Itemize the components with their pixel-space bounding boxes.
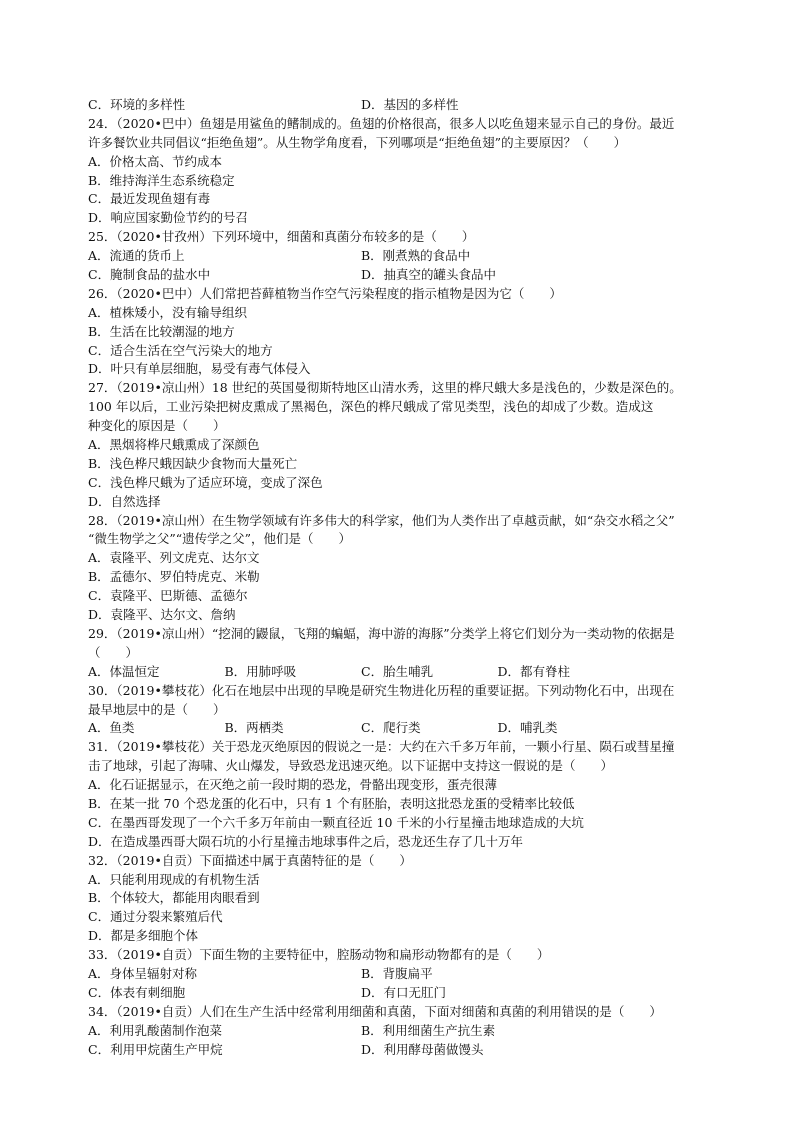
option: D．都是多细胞个体 [88, 928, 199, 944]
option: D．哺乳类 [497, 720, 558, 736]
option-row [88, 1041, 728, 1060]
question-34 [88, 1003, 728, 1060]
question-30 [88, 682, 728, 739]
option: D．自然选择 [88, 493, 161, 509]
question-stem: 34．（2019•自贡）人们在生产生活中经常利用细菌和真菌，下面对细菌和真菌的利用错误的是（ ） [88, 1003, 662, 1019]
question-27 [88, 379, 728, 511]
option: C．最近发现鱼翅有毒 [88, 191, 211, 207]
question-29 [88, 625, 728, 682]
option: B．生活在比较潮湿的地方 [88, 323, 235, 339]
option: B．刚煮熟的食品中 [361, 248, 471, 264]
question-stem: 100 年以后，工业污染把树皮熏成了黑褐色，深色的桦尺蛾成了常见类型，浅色的却成了少数。造成这 [88, 399, 654, 415]
option: D．利用酵母菌做馒头 [361, 1041, 484, 1057]
option: D．有口无肛门 [361, 984, 447, 1000]
option: A．流通的货币上 [88, 248, 185, 264]
option: D．基因的多样性 [361, 97, 459, 112]
option: B．在某一批 70 个恐龙蛋的化石中，只有 1 个有胚胎，表明这批恐龙蛋的受精率比较低 [88, 795, 575, 811]
question-stem: 25．（2020•甘孜州）下列环境中，细菌和真菌分布较多的是（ ） [88, 229, 475, 245]
question-stem: 击了地球，引起了海啸、火山爆发，导致恐龙迅速灭绝。以下证据中支持这一假说的是（ ） [88, 758, 614, 774]
question-26 [88, 285, 728, 379]
question-stem: （ ） [88, 644, 139, 660]
option: D．袁隆平、达尔文、詹纳 [88, 607, 236, 623]
option: C．通过分裂来繁殖后代 [88, 909, 223, 925]
option: C．环境的多样性 [88, 97, 186, 112]
option: C．适合生活在空气污染大的地方 [88, 342, 273, 358]
option: A．价格太高、节约成本 [88, 153, 223, 169]
option: A．体温恒定 [88, 663, 160, 679]
question-stem: 许多餐饮业共同倡议“拒绝鱼翅”。从生物学角度看，下列哪项是“拒绝鱼翅”的主要原因？（ ） [88, 134, 627, 150]
option: D．都有脊柱 [497, 663, 571, 679]
option: C．爬行类 [361, 720, 421, 736]
option: A．鱼类 [88, 720, 135, 736]
option: B．维持海洋生态系统稳定 [88, 172, 235, 188]
question-list [88, 96, 728, 1059]
option: A．利用乳酸菌制作泡菜 [88, 1022, 223, 1038]
option-row [88, 965, 728, 984]
question-stem: 33．（2019•自贡）下面生物的主要特征中，腔肠动物和扁形动物都有的是（ ） [88, 947, 550, 963]
option: B．用肺呼吸 [224, 663, 297, 679]
question-24 [88, 115, 728, 228]
question-stem: 种变化的原因是（ ） [88, 418, 226, 434]
option-row [88, 266, 728, 285]
option: D．在造成墨西哥大陨石坑的小行星撞击地球事件之后，恐龙还生存了几十万年 [88, 833, 524, 849]
question-28 [88, 512, 728, 625]
option: B．浅色桦尺蛾因缺少食物而大量死亡 [88, 455, 298, 471]
option: A．黑烟将桦尺蛾熏成了深颜色 [88, 437, 260, 453]
option-row [88, 719, 728, 738]
option: C．在墨西哥发现了一个六千多万年前由一颗直径近 10 千米的小行星撞击地球造成的大坑 [88, 814, 584, 830]
question-31 [88, 738, 728, 851]
option: D．响应国家勤俭节约的号召 [88, 210, 249, 226]
option: D．叶只有单层细胞，易受有毒气体侵入 [88, 361, 311, 377]
option: C．袁隆平、巴斯德、孟德尔 [88, 588, 248, 604]
question-stem: 32．（2019•自贡）下面描述中属于真菌特征的是（ ） [88, 852, 412, 868]
option: C．利用甲烷菌生产甲烷 [88, 1041, 223, 1057]
q23-options [88, 96, 728, 115]
option: C．体表有刺细胞 [88, 984, 186, 1000]
option: C．腌制食品的盐水中 [88, 267, 211, 283]
option: A．植株矮小，没有输导组织 [88, 304, 248, 320]
question-stem: 28．（2019•凉山州）在生物学领域有许多伟大的科学家，他们为人类作出了卓越贡献，如“杂交水稻之父” [88, 512, 675, 528]
question-32 [88, 852, 728, 946]
option: B．利用细菌生产抗生素 [361, 1022, 496, 1038]
option: A．身体呈辐射对称 [88, 965, 198, 981]
option-row [88, 247, 728, 266]
question-stem: 最早地层中的是（ ） [88, 701, 226, 717]
option: B．孟德尔、罗伯特虎克、米勒 [88, 569, 260, 585]
question-stem: 31．（2019•攀枝花）关于恐龙灭绝原因的假说之一是：大约在六千多万年前，一颗小行星、陨石或彗星撞 [88, 739, 675, 755]
question-stem: 24．（2020•巴中）鱼翅是用鲨鱼的鳍制成的。鱼翅的价格很高，很多人以吃鱼翅来显示自己的身份。最近 [88, 115, 675, 131]
option-row [88, 984, 728, 1003]
question-stem: 27．（2019•凉山州）18 世纪的英国曼彻斯特地区山清水秀，这里的桦尺蛾大多是浅色的，少数是深色的。 [88, 380, 682, 396]
question-stem: 26．（2020•巴中）人们常把苔藓植物当作空气污染程度的指示植物是因为它（ ） [88, 285, 562, 301]
question-stem: 30．（2019•攀枝花）化石在地层中出现的早晚是研究生物进化历程的重要证据。下列动物化石中，出现在 [88, 682, 675, 698]
option: C．胎生哺乳 [361, 663, 434, 679]
question-stem: 29．（2019•凉山州）“挖洞的鼹鼠，飞翔的蝙蝠，海中游的海豚”分类学上将它们划分为一类动物的依据是 [88, 625, 675, 641]
question-25 [88, 228, 728, 285]
option: D．抽真空的罐头食品中 [361, 267, 497, 283]
option: B．背腹扁平 [361, 965, 433, 981]
option-row [88, 1022, 728, 1041]
option: A．只能利用现成的有机物生活 [88, 871, 260, 887]
question-stem: “微生物学之父”“遗传学之父”，他们是（ ） [88, 531, 352, 547]
question-33 [88, 946, 728, 1003]
option: B．两栖类 [224, 720, 284, 736]
option: C．浅色桦尺蛾为了适应环境，变成了深色 [88, 474, 323, 490]
option: A．袁隆平、列文虎克、达尔文 [88, 550, 260, 566]
option: A．化石证据显示，在灭绝之前一段时期的恐龙，骨骼出现变形，蛋壳很薄 [88, 777, 498, 793]
option-row [88, 663, 728, 682]
option: B．个体较大，都能用肉眼看到 [88, 890, 260, 906]
